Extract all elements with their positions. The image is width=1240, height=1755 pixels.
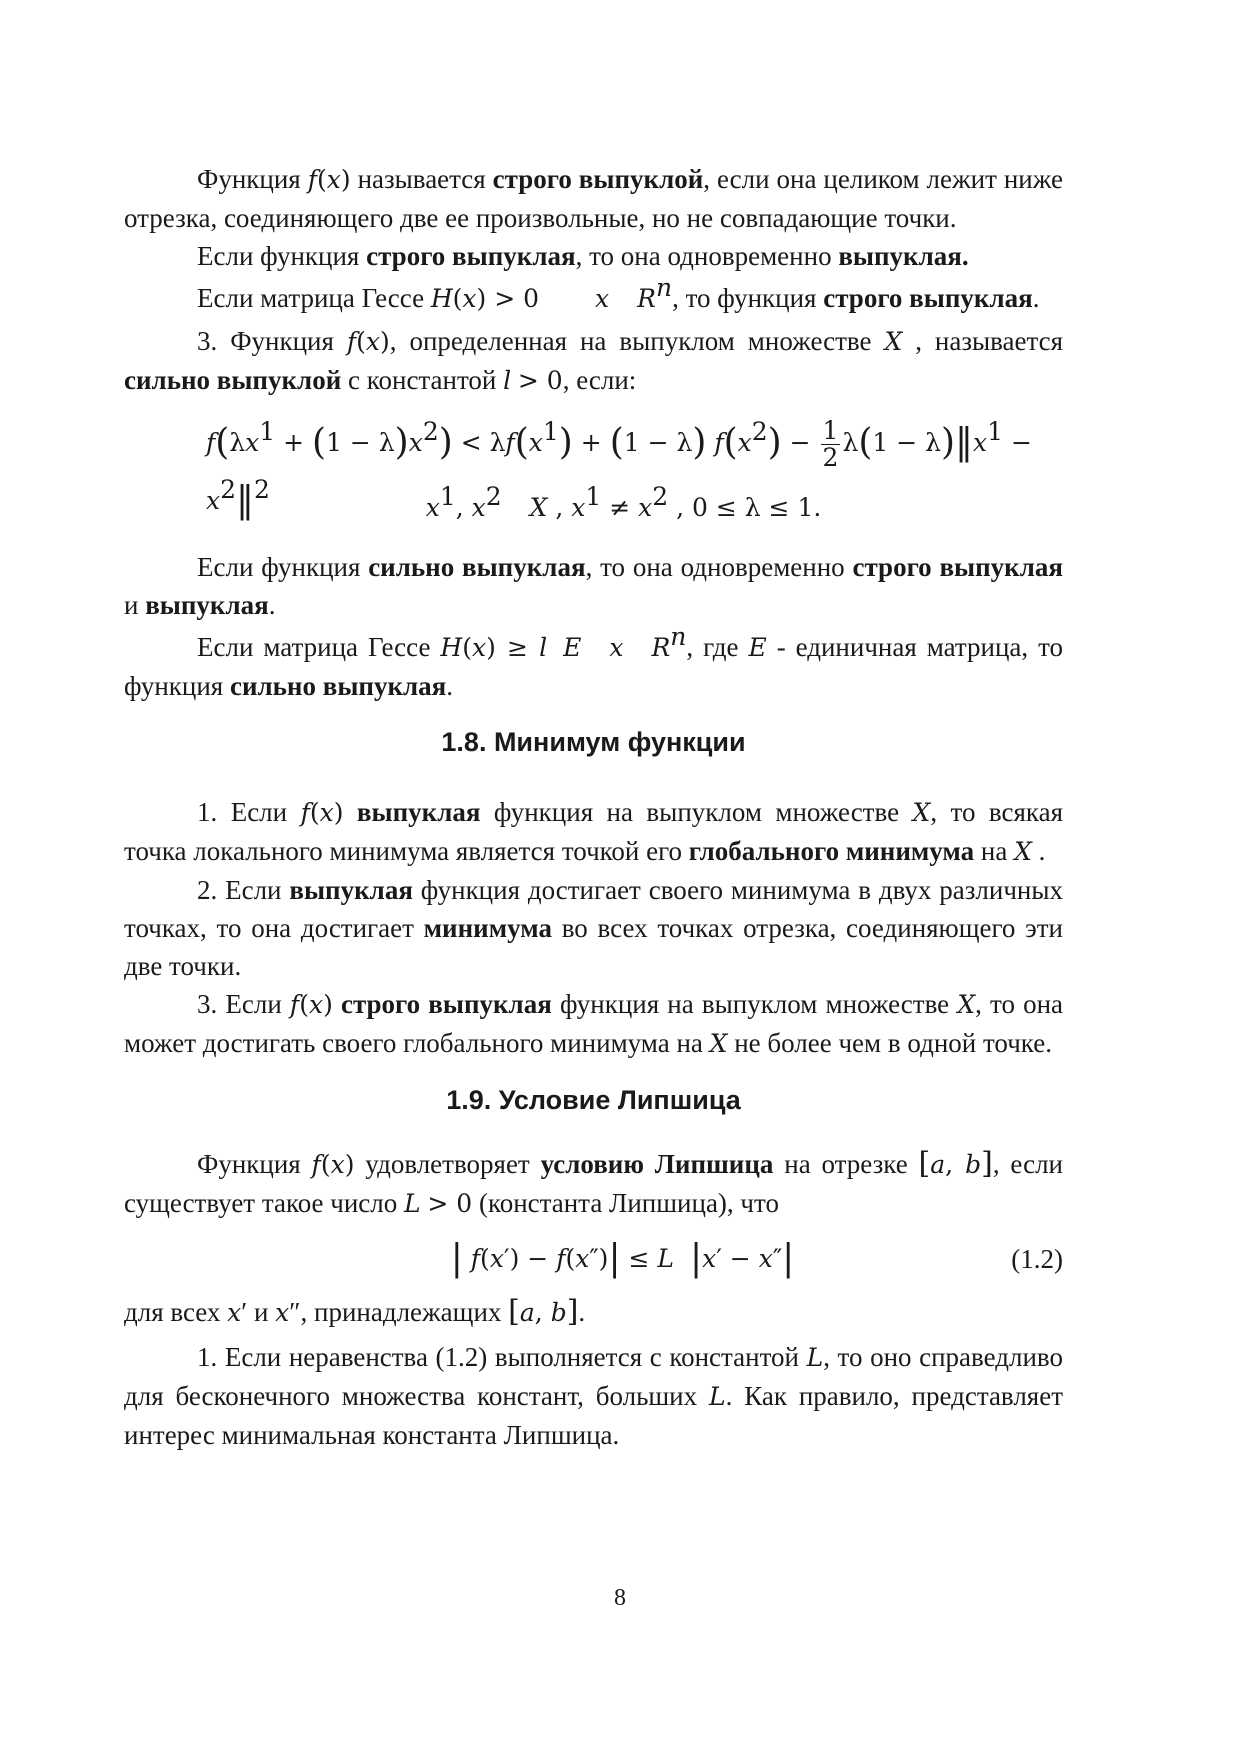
strong-convexity-conditions: $x^1$, $x^2$ X , $x^1 \ne x^2$ , 0 ≤ λ ≤ 1. (425, 482, 822, 522)
equation-number: (1.2) (1011, 1244, 1063, 1274)
paragraph: 3. Функция f(x), определенная на выпуклом множестве X , называется сильно выпуклой с константой l > 0, если: (124, 326, 1064, 395)
paragraph: 1. Если неравенства (1.2) выполняется с константой L, то оно справедливо для бесконечного множества констант, больших L. Как правило, представляет интерес минимальная константа Липшица. (124, 1342, 1063, 1450)
section-heading: 1.8. Минимум функции (441, 727, 746, 757)
paragraph: для всех x′ и x″, принадлежащих [a, b]. (124, 1294, 586, 1329)
paragraph: 3. Если f(x) строго выпуклая функция на выпуклом множестве X, то она может достигать своего глобального минимума на X не более чем в одной точке. (124, 989, 1064, 1058)
lipschitz-formula: | f(x′) − f(x″)| ≤ L |x′ − x″| (1.2) (124, 1235, 1063, 1283)
paragraph: Если матрица Гессе H(x) ≥ l E x $R^n$, где E - единичная матрица, то функция сильно выпуклая. (124, 622, 1064, 701)
page-content (124, 160, 1063, 1454)
section-heading: 1.9. Условие Липшица (446, 1085, 741, 1115)
strong-convexity-formula: $f(\lambda x^1 + (1 - \lambda)x^2) < \lambda f(x^1) + (1 - \lambda) f(x^2)$ − $\frac{1}{2}$ $\lambda(1 - \lambda)‖x^1$ − $x^2‖^2$ (206, 416, 1032, 521)
page-number: 8 (614, 1585, 626, 1611)
paragraph: Если функция сильно выпуклая, то она одновременно строго выпуклая и выпуклая. (124, 552, 1063, 620)
paragraph: Если матрица Гессе H(x) > 0 x $R^n$, то функция строго выпуклая. (197, 273, 1040, 313)
paragraph: Функция f(x) называется строго выпуклой, если она целиком лежит ниже отрезка, соединяющего две ее произвольные, но не совпадающие точки. (124, 164, 1064, 233)
paragraph: Если функция строго выпуклая, то она одновременно выпуклая. (197, 241, 969, 271)
paragraph: Функция f(x) удовлетворяет условию Липшица на отрезке [a, b], если существует такое число L > 0 (константа Липшица), что (124, 1146, 1063, 1218)
paragraph: 1. Если f(x) выпуклая функция на выпуклом множестве X, то всякая точка локального минимума является точкой его глобального минимума на X . (124, 797, 1064, 866)
paragraph: 2. Если выпуклая функция достигает своего минимума в двух различных точках, то она достигает минимума во всех точках отрезка, соединяющего эти две точки. (124, 875, 1064, 981)
